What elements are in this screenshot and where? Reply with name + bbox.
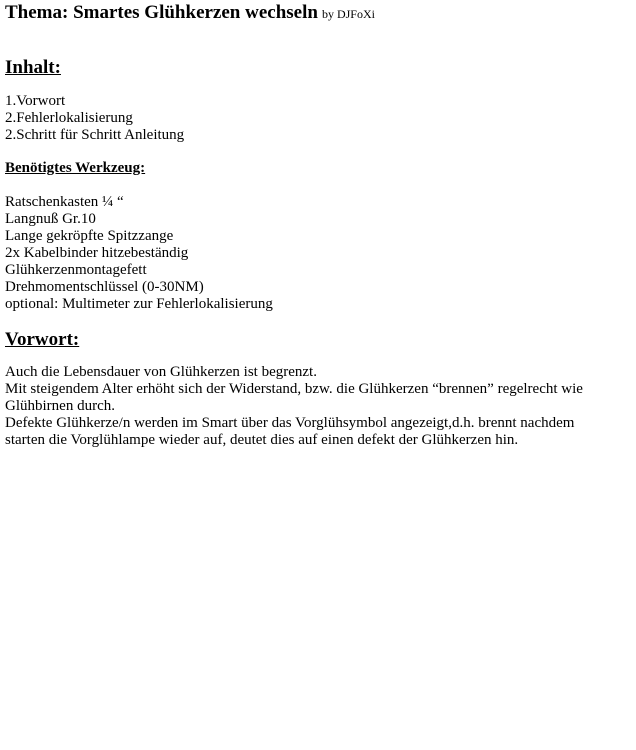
inhalt-item: 2.Schritt für Schritt Anleitung bbox=[5, 127, 185, 143]
werkzeug-list bbox=[5, 194, 273, 313]
title-line bbox=[5, 2, 375, 24]
author-byline: by DJFoXi bbox=[321, 7, 375, 21]
werkzeug-heading: Benötigtes Werkzeug: bbox=[5, 160, 146, 176]
document-title: Thema: Smartes Glühkerzen wechseln bbox=[5, 2, 318, 23]
inhalt-item: 1.Vorwort bbox=[5, 93, 66, 109]
inhalt-heading: Inhalt: bbox=[5, 57, 61, 78]
vorwort-heading: Vorwort: bbox=[5, 329, 80, 350]
inhalt-item: 2.Fehlerlokalisierung bbox=[5, 110, 133, 126]
werkzeug-item: 2x Kabelbinder hitzebeständig bbox=[5, 245, 189, 261]
vorwort-line: Auch die Lebensdauer von Glühkerzen ist begrenzt. bbox=[5, 364, 317, 380]
vorwort-line: Mit steigendem Alter erhöht sich der Widerstand, bzw. die Glühkerzen “brennen” regelrecht wie bbox=[5, 381, 583, 397]
inhalt-list bbox=[5, 93, 184, 144]
vorwort-text bbox=[5, 364, 583, 449]
werkzeug-item: optional: Multimeter zur Fehlerlokalisierung bbox=[5, 296, 273, 312]
werkzeug-item: Ratschenkasten ¼ “ bbox=[5, 194, 124, 210]
werkzeug-item: Lange gekröpfte Spitzzange bbox=[5, 228, 174, 244]
vorwort-line: Glühbirnen durch. bbox=[5, 398, 115, 414]
vorwort-line: starten die Vorglühlampe wieder auf, deutet dies auf einen defekt der Glühkerzen hin. bbox=[5, 432, 519, 448]
vorwort-line: Defekte Glühkerze/n werden im Smart über das Vorglühsymbol angezeigt,d.h. brennt nachdem bbox=[5, 415, 575, 431]
werkzeug-item: Glühkerzenmontagefett bbox=[5, 262, 147, 278]
werkzeug-item: Langnuß Gr.10 bbox=[5, 211, 96, 227]
werkzeug-item: Drehmomentschlüssel (0-30NM) bbox=[5, 279, 204, 295]
